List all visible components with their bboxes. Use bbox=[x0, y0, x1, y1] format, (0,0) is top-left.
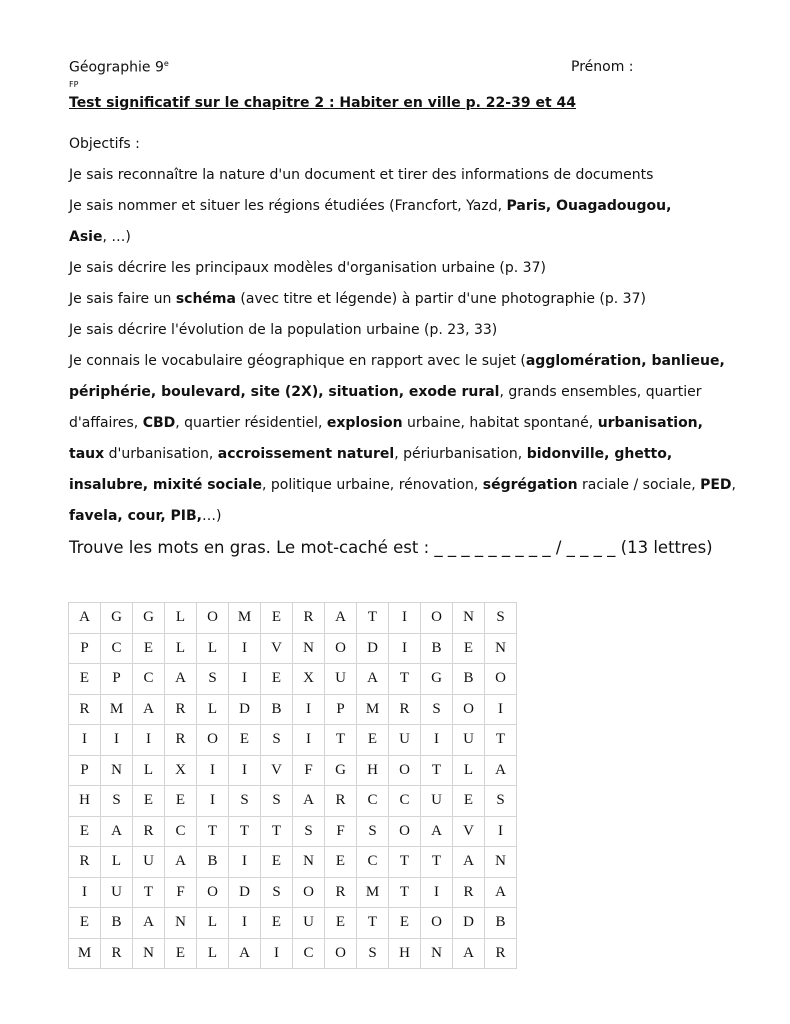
grid-cell: C bbox=[357, 847, 389, 878]
text-run: , quartier résidentiel, bbox=[175, 415, 327, 431]
grid-cell: B bbox=[101, 908, 133, 939]
grid-cell: A bbox=[453, 847, 485, 878]
grid-cell: C bbox=[133, 664, 165, 695]
grid-cell: E bbox=[69, 664, 101, 695]
objective-line bbox=[69, 191, 759, 222]
grid-cell: N bbox=[101, 755, 133, 786]
grid-cell: I bbox=[389, 603, 421, 634]
grid-cell: O bbox=[197, 603, 229, 634]
grid-cell: V bbox=[261, 755, 293, 786]
grid-cell: S bbox=[485, 786, 517, 817]
grid-cell: L bbox=[197, 633, 229, 664]
grid-cell: E bbox=[453, 786, 485, 817]
grid-cell: I bbox=[389, 633, 421, 664]
grid-cell: L bbox=[197, 694, 229, 725]
grid-cell: F bbox=[325, 816, 357, 847]
grid-cell: D bbox=[453, 908, 485, 939]
objectives-list bbox=[69, 160, 759, 532]
grid-row bbox=[69, 877, 517, 908]
bold-term: agglomération, banlieue, bbox=[525, 353, 725, 369]
text-run: Je connais le vocabulaire géographique en rapport avec le sujet ( bbox=[69, 353, 526, 369]
grid-cell: M bbox=[357, 694, 389, 725]
grid-cell: R bbox=[165, 725, 197, 756]
grid-cell: I bbox=[293, 725, 325, 756]
name-label: Prénom : bbox=[571, 59, 634, 75]
grid-cell: N bbox=[133, 938, 165, 969]
bold-term: insalubre, mixité sociale bbox=[69, 477, 262, 493]
grid-cell: U bbox=[101, 877, 133, 908]
grid-cell: M bbox=[229, 603, 261, 634]
grid-cell: D bbox=[357, 633, 389, 664]
grid-cell: U bbox=[293, 908, 325, 939]
grid-cell: R bbox=[165, 694, 197, 725]
grid-cell: R bbox=[325, 877, 357, 908]
grid-row bbox=[69, 694, 517, 725]
grid-cell: B bbox=[197, 847, 229, 878]
text-run: (avec titre et légende) à partir d'une photographie (p. 37) bbox=[235, 291, 646, 307]
grid-cell: L bbox=[133, 755, 165, 786]
grid-cell: O bbox=[421, 603, 453, 634]
grid-cell: E bbox=[69, 816, 101, 847]
text-run: Je sais reconnaître la nature d'un document et tirer des informations de documents bbox=[69, 167, 654, 183]
grid-cell: I bbox=[293, 694, 325, 725]
objective-line bbox=[69, 470, 759, 501]
grid-cell: A bbox=[101, 816, 133, 847]
grid-cell: L bbox=[453, 755, 485, 786]
grid-cell: E bbox=[261, 603, 293, 634]
grid-cell: T bbox=[421, 847, 453, 878]
objectives-label: Objectifs : bbox=[69, 136, 140, 152]
grid-cell: S bbox=[261, 725, 293, 756]
grid-cell: L bbox=[197, 938, 229, 969]
grid-cell: A bbox=[485, 877, 517, 908]
grid-cell: U bbox=[453, 725, 485, 756]
grid-cell: A bbox=[453, 938, 485, 969]
grid-row bbox=[69, 816, 517, 847]
grid-cell: B bbox=[261, 694, 293, 725]
grid-cell: A bbox=[229, 938, 261, 969]
grid-cell: T bbox=[421, 755, 453, 786]
grid-cell: H bbox=[69, 786, 101, 817]
grid-cell: I bbox=[197, 755, 229, 786]
text-run: , politique urbaine, rénovation, bbox=[262, 477, 483, 493]
grid-cell: A bbox=[357, 664, 389, 695]
subject-heading: Géographie 9e bbox=[69, 59, 169, 76]
grid-cell: E bbox=[261, 908, 293, 939]
grid-cell: B bbox=[453, 664, 485, 695]
grid-cell: T bbox=[485, 725, 517, 756]
grid-cell: T bbox=[357, 908, 389, 939]
grid-cell: I bbox=[69, 725, 101, 756]
text-run: Je sais décrire les principaux modèles d'organisation urbaine (p. 37) bbox=[69, 260, 546, 276]
bold-term: explosion bbox=[326, 415, 403, 431]
grid-cell: H bbox=[357, 755, 389, 786]
grid-cell: N bbox=[165, 908, 197, 939]
grid-cell: I bbox=[261, 938, 293, 969]
grid-cell: S bbox=[357, 938, 389, 969]
objective-line bbox=[69, 346, 759, 377]
grid-cell: O bbox=[485, 664, 517, 695]
grid-cell: I bbox=[421, 877, 453, 908]
grid-cell: I bbox=[229, 633, 261, 664]
bold-term: schéma bbox=[175, 291, 236, 307]
grid-cell: I bbox=[229, 755, 261, 786]
grid-cell: I bbox=[229, 908, 261, 939]
grid-cell: I bbox=[485, 816, 517, 847]
grid-cell: R bbox=[325, 786, 357, 817]
grid-row bbox=[69, 725, 517, 756]
bold-term: accroissement naturel bbox=[217, 446, 395, 462]
grid-cell: E bbox=[453, 633, 485, 664]
grid-row bbox=[69, 938, 517, 969]
grid-row bbox=[69, 847, 517, 878]
grid-cell: I bbox=[229, 664, 261, 695]
objective-line bbox=[69, 253, 759, 284]
grid-cell: I bbox=[101, 725, 133, 756]
grid-cell: D bbox=[229, 877, 261, 908]
grid-cell: E bbox=[389, 908, 421, 939]
objective-line bbox=[69, 408, 759, 439]
word-search-grid bbox=[68, 602, 517, 969]
bold-term: urbanisation, bbox=[597, 415, 703, 431]
grid-cell: M bbox=[101, 694, 133, 725]
grid-cell: O bbox=[453, 694, 485, 725]
bold-term: périphérie, boulevard, site (2X), situation, exode rural bbox=[69, 384, 500, 400]
grid-cell: E bbox=[325, 908, 357, 939]
grid-cell: S bbox=[357, 816, 389, 847]
grid-cell: L bbox=[165, 633, 197, 664]
grid-cell: E bbox=[261, 664, 293, 695]
grid-cell: E bbox=[261, 847, 293, 878]
grid-cell: E bbox=[229, 725, 261, 756]
grid-cell: N bbox=[485, 633, 517, 664]
grid-cell: R bbox=[69, 847, 101, 878]
text-run: raciale / sociale, bbox=[577, 477, 701, 493]
grid-cell: N bbox=[453, 603, 485, 634]
grid-cell: C bbox=[165, 816, 197, 847]
grid-cell: C bbox=[389, 786, 421, 817]
grid-cell: S bbox=[101, 786, 133, 817]
objective-line bbox=[69, 377, 759, 408]
grid-row bbox=[69, 633, 517, 664]
grid-row bbox=[69, 786, 517, 817]
grid-cell: M bbox=[357, 877, 389, 908]
grid-cell: V bbox=[453, 816, 485, 847]
grid-cell: T bbox=[389, 877, 421, 908]
grid-cell: M bbox=[69, 938, 101, 969]
text-run: , …) bbox=[102, 229, 131, 245]
test-title: Test significatif sur le chapitre 2 : Habiter en ville p. 22-39 et 44 bbox=[69, 95, 577, 111]
grid-cell: N bbox=[485, 847, 517, 878]
grid-cell: G bbox=[101, 603, 133, 634]
grid-cell: B bbox=[421, 633, 453, 664]
grid-cell: P bbox=[325, 694, 357, 725]
grid-cell: X bbox=[293, 664, 325, 695]
bold-term: CBD bbox=[142, 415, 176, 431]
grid-cell: E bbox=[165, 938, 197, 969]
text-run: , périurbanisation, bbox=[394, 446, 527, 462]
objective-line bbox=[69, 160, 759, 191]
objective-line bbox=[69, 284, 759, 315]
grid-cell: D bbox=[229, 694, 261, 725]
grid-cell: R bbox=[133, 816, 165, 847]
grid-cell: C bbox=[357, 786, 389, 817]
grid-cell: A bbox=[165, 847, 197, 878]
grid-cell: S bbox=[261, 877, 293, 908]
text-run: , grands ensembles, quartier bbox=[499, 384, 702, 400]
text-run: , bbox=[731, 477, 736, 493]
grid-cell: N bbox=[293, 847, 325, 878]
grid-cell: H bbox=[389, 938, 421, 969]
grid-cell: O bbox=[325, 633, 357, 664]
grid-cell: A bbox=[325, 603, 357, 634]
text-run: d'affaires, bbox=[69, 415, 143, 431]
grid-cell: V bbox=[261, 633, 293, 664]
grid-cell: A bbox=[133, 694, 165, 725]
grid-cell: C bbox=[293, 938, 325, 969]
fp-label: FP bbox=[69, 80, 79, 89]
grid-cell: A bbox=[165, 664, 197, 695]
grid-row bbox=[69, 664, 517, 695]
grid-cell: P bbox=[101, 664, 133, 695]
grid-cell: P bbox=[69, 755, 101, 786]
grid-cell: B bbox=[485, 908, 517, 939]
grid-cell: G bbox=[421, 664, 453, 695]
grid-cell: G bbox=[133, 603, 165, 634]
grid-cell: L bbox=[165, 603, 197, 634]
grid-cell: T bbox=[357, 603, 389, 634]
text-run: urbaine, habitat spontané, bbox=[402, 415, 598, 431]
text-run: d'urbanisation, bbox=[104, 446, 218, 462]
grid-cell: T bbox=[133, 877, 165, 908]
grid-cell: S bbox=[293, 816, 325, 847]
grid-cell: O bbox=[325, 938, 357, 969]
grid-cell: A bbox=[69, 603, 101, 634]
grid-row bbox=[69, 908, 517, 939]
grid-cell: I bbox=[485, 694, 517, 725]
grid-cell: I bbox=[229, 847, 261, 878]
text-run: Je sais nommer et situer les régions étudiées (Francfort, Yazd, bbox=[69, 198, 507, 214]
bold-term: ségrégation bbox=[482, 477, 578, 493]
objective-line bbox=[69, 439, 759, 470]
grid-cell: I bbox=[133, 725, 165, 756]
grid-cell: I bbox=[197, 786, 229, 817]
grid-cell: T bbox=[229, 816, 261, 847]
grid-cell: A bbox=[293, 786, 325, 817]
grid-cell: S bbox=[421, 694, 453, 725]
grid-cell: T bbox=[197, 816, 229, 847]
grid-cell: R bbox=[101, 938, 133, 969]
grid-cell: F bbox=[293, 755, 325, 786]
bold-term: PED bbox=[700, 477, 732, 493]
grid-cell: R bbox=[389, 694, 421, 725]
grid-cell: E bbox=[69, 908, 101, 939]
grid-cell: L bbox=[197, 908, 229, 939]
grid-cell: S bbox=[261, 786, 293, 817]
grid-cell: X bbox=[165, 755, 197, 786]
grid-cell: E bbox=[133, 633, 165, 664]
grid-cell: N bbox=[293, 633, 325, 664]
grid-cell: U bbox=[133, 847, 165, 878]
grid-row bbox=[69, 755, 517, 786]
grid-row bbox=[69, 603, 517, 634]
bold-term: favela, cour, PIB, bbox=[69, 508, 202, 524]
objective-line bbox=[69, 222, 759, 253]
grid-cell: R bbox=[69, 694, 101, 725]
grid-cell: I bbox=[69, 877, 101, 908]
grid-cell: L bbox=[101, 847, 133, 878]
grid-cell: G bbox=[325, 755, 357, 786]
objective-line bbox=[69, 501, 759, 532]
grid-cell: E bbox=[325, 847, 357, 878]
grid-cell: C bbox=[101, 633, 133, 664]
grid-cell: T bbox=[389, 664, 421, 695]
grid-cell: O bbox=[197, 877, 229, 908]
grid-cell: T bbox=[261, 816, 293, 847]
grid-cell: N bbox=[421, 938, 453, 969]
grid-cell: E bbox=[133, 786, 165, 817]
objective-line bbox=[69, 315, 759, 346]
hidden-word-instruction: Trouve les mots en gras. Le mot-caché est : _ _ _ _ _ _ _ _ _ / _ _ _ _ (13 lettres) bbox=[69, 538, 713, 557]
grid-cell: A bbox=[421, 816, 453, 847]
grid-cell: I bbox=[421, 725, 453, 756]
grid-cell: A bbox=[485, 755, 517, 786]
text-run: Je sais faire un bbox=[69, 291, 176, 307]
grid-cell: O bbox=[389, 816, 421, 847]
grid-cell: F bbox=[165, 877, 197, 908]
grid-cell: S bbox=[485, 603, 517, 634]
bold-term: bidonville, ghetto, bbox=[526, 446, 673, 462]
grid-cell: P bbox=[69, 633, 101, 664]
grid-cell: R bbox=[485, 938, 517, 969]
bold-term: Paris, Ouagadougou, bbox=[506, 198, 672, 214]
grid-cell: U bbox=[389, 725, 421, 756]
grid-cell: R bbox=[453, 877, 485, 908]
text-run: Je sais décrire l'évolution de la population urbaine (p. 23, 33) bbox=[69, 322, 498, 338]
grid-cell: T bbox=[389, 847, 421, 878]
grid-cell: S bbox=[229, 786, 261, 817]
text-run: …) bbox=[201, 508, 222, 524]
grid-cell: U bbox=[421, 786, 453, 817]
grid-cell: R bbox=[293, 603, 325, 634]
grid-cell: O bbox=[293, 877, 325, 908]
bold-term: Asie bbox=[69, 229, 103, 245]
grid-cell: U bbox=[325, 664, 357, 695]
grade-superscript: e bbox=[163, 59, 169, 68]
grid-cell: E bbox=[357, 725, 389, 756]
grid-cell: T bbox=[325, 725, 357, 756]
bold-term: taux bbox=[69, 446, 105, 462]
grid-cell: O bbox=[197, 725, 229, 756]
grid-cell: S bbox=[197, 664, 229, 695]
grid-cell: A bbox=[133, 908, 165, 939]
grid-cell: O bbox=[421, 908, 453, 939]
grid-cell: O bbox=[389, 755, 421, 786]
grid-cell: E bbox=[165, 786, 197, 817]
